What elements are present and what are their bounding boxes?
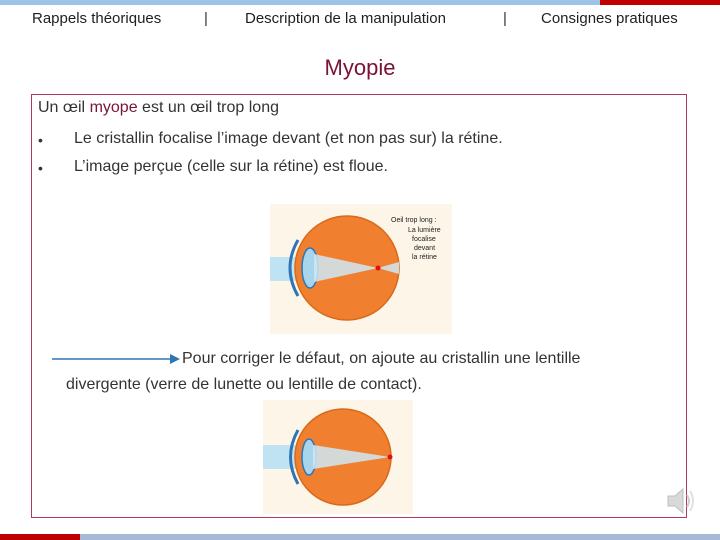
corrected-eye-diagram [263, 400, 413, 514]
tab-rappels-theoriques[interactable]: Rappels théoriques [32, 10, 162, 27]
bullet-marker: • [38, 132, 43, 148]
bottom-bar [0, 534, 720, 540]
nav-separator: | [503, 10, 507, 27]
intro-highlight: myope [89, 99, 138, 116]
right-arrow-icon [52, 352, 180, 366]
top-strip-accent [600, 0, 720, 5]
tab-description-manipulation[interactable]: Description de la manipulation [245, 10, 446, 27]
diagram-label: La lumière [408, 227, 441, 234]
myopic-eye-diagram [270, 204, 452, 334]
diagram-label: Oeil trop long : [391, 217, 437, 224]
focal-point [388, 455, 393, 460]
correction-text-line1: Pour corriger le défaut, on ajoute au cristallin une lentille [182, 350, 581, 367]
tab-consignes-pratiques[interactable]: Consignes pratiques [541, 10, 678, 27]
bullet-item: Le cristallin focalise l’image devant (et non pas sur) la rétine. [74, 130, 503, 147]
intro-text [38, 99, 279, 117]
intro-suffix: est un œil trop long [137, 99, 279, 116]
intro-prefix: Un œil [38, 99, 90, 116]
speaker-icon[interactable] [664, 484, 698, 518]
page-title: Myopie [324, 55, 396, 80]
bottom-bar-accent [0, 534, 80, 540]
focal-point [376, 266, 381, 271]
bottom-bar-strip [80, 534, 720, 540]
nav-separator: | [204, 10, 208, 27]
bullet-item: L’image perçue (celle sur la rétine) est floue. [74, 158, 388, 175]
diagram-label: la rétine [412, 254, 437, 261]
correction-text-line2: divergente (verre de lunette ou lentille de contact). [66, 376, 422, 393]
bullet-marker: • [38, 160, 43, 176]
diagram-label: focalise [412, 236, 436, 243]
diagram-label: devant [414, 245, 436, 252]
